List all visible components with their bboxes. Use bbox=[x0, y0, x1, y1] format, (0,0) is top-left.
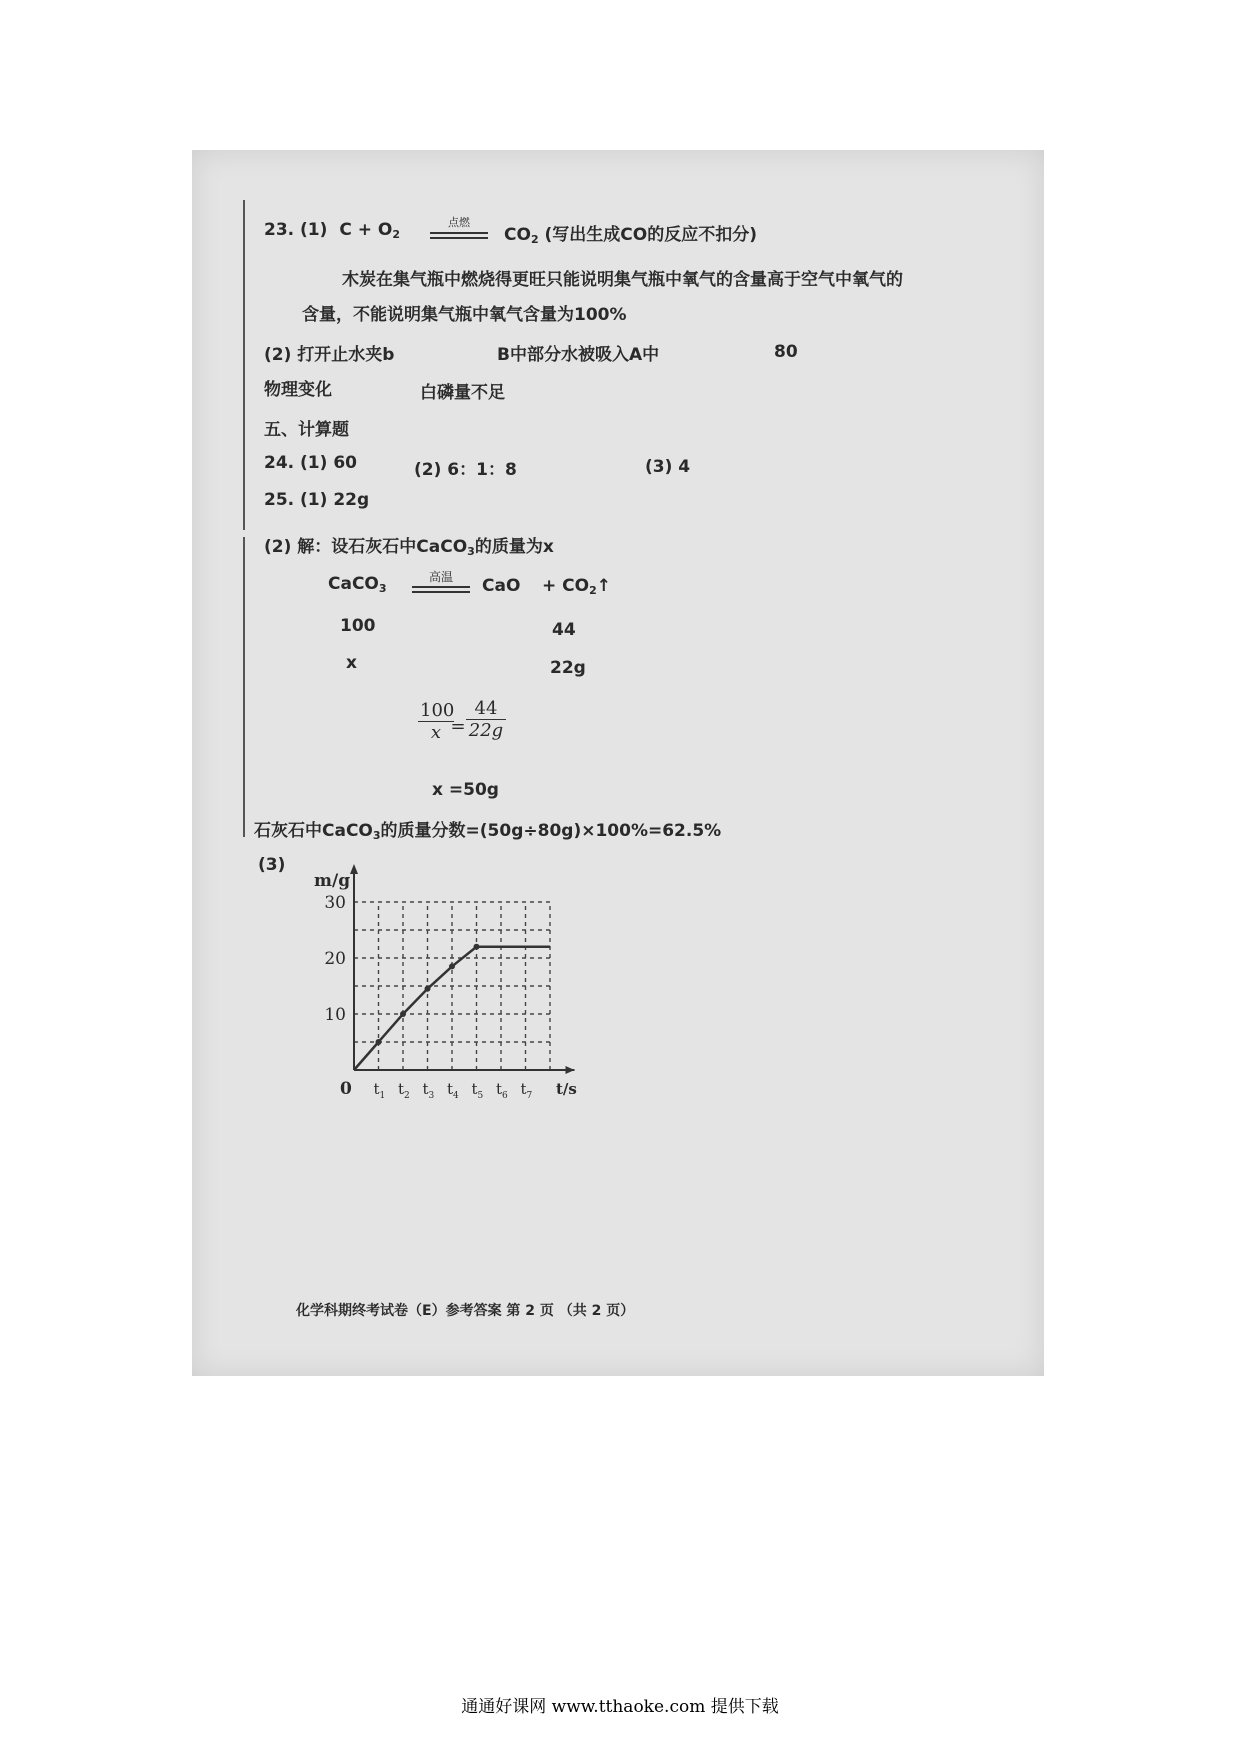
q25-eq-mid: CaO bbox=[482, 576, 521, 596]
x-tick-label: t bbox=[398, 1080, 405, 1098]
x-tick-label-sub: 5 bbox=[477, 1091, 484, 1101]
fraction-left bbox=[418, 700, 454, 743]
q25-b-sub: 3 bbox=[467, 545, 475, 558]
q25-p3: (3) bbox=[258, 855, 286, 875]
fraction-right bbox=[466, 698, 506, 741]
data-point bbox=[449, 963, 455, 969]
x-tick-label: t bbox=[471, 1080, 478, 1098]
q23-condition: 点燃 bbox=[448, 216, 470, 229]
scanned-page bbox=[192, 150, 1044, 1376]
q24-a: 24. (1) 60 bbox=[264, 453, 357, 473]
section-title: 五、计算题 bbox=[264, 420, 349, 440]
q23-p1-right bbox=[504, 220, 757, 246]
q23-p2-b: B中部分水被吸入A中 bbox=[497, 345, 660, 365]
mass-time-chart bbox=[302, 850, 602, 1110]
q25-eq-left bbox=[328, 574, 387, 595]
x-tick-label: t bbox=[447, 1080, 454, 1098]
q25-b-text: (2) 解：设石灰石中CaCO bbox=[264, 537, 468, 557]
q25-v1: x bbox=[346, 653, 357, 673]
x-tick-label-origin: 0 bbox=[340, 1079, 352, 1099]
frac-den2: 22g bbox=[468, 720, 504, 741]
q25-pct-tail: 的质量分数=(50g÷80g)×100%=62.5% bbox=[380, 821, 722, 841]
q25-eq-left-sub: 3 bbox=[378, 582, 387, 595]
q23-p1-eq-left: C + O bbox=[339, 220, 393, 240]
q25-pct bbox=[254, 816, 721, 842]
q23-eq-sign bbox=[430, 232, 488, 239]
frac-num2: 44 bbox=[466, 698, 506, 720]
frac-num1: 100 bbox=[420, 700, 455, 721]
data-point bbox=[425, 986, 431, 992]
x-tick-label-sub: 7 bbox=[526, 1091, 533, 1101]
q23-p2-e: 白磷量不足 bbox=[420, 383, 505, 403]
y-tick-label: 10 bbox=[324, 1005, 346, 1025]
x-axis-label: t/s bbox=[556, 1080, 577, 1098]
margin-bar bbox=[243, 200, 245, 530]
q23-p1-note: (写出生成CO的反应不扣分) bbox=[544, 225, 757, 245]
q23-p1-eq-right-sub: 2 bbox=[530, 233, 539, 246]
x-tick-label: t bbox=[520, 1080, 527, 1098]
x-tick-label: t bbox=[422, 1080, 429, 1098]
y-tick-label: 30 bbox=[324, 893, 346, 913]
x-tick-label-sub: 2 bbox=[404, 1091, 410, 1101]
y-axis-label: m/g bbox=[314, 871, 351, 891]
q23-p1-eq-left-sub: 2 bbox=[392, 228, 400, 241]
q25-eq-right-sub: 2 bbox=[589, 584, 597, 597]
q25-result: x =50g bbox=[432, 780, 499, 800]
data-point bbox=[474, 944, 480, 950]
site-footer: 通通好课网 www.tthaoke.com 提供下载 bbox=[461, 1697, 779, 1717]
x-tick-label: t bbox=[373, 1080, 380, 1098]
x-tick-label-sub: 1 bbox=[379, 1091, 386, 1101]
q25-eq-left-text: CaCO bbox=[328, 574, 379, 594]
q24-c: (3) 4 bbox=[645, 457, 691, 477]
q25-m1: 100 bbox=[340, 616, 376, 636]
q23-p2-d: 物理变化 bbox=[264, 380, 332, 400]
frac-den1: x bbox=[430, 722, 442, 743]
q25-eq-sign bbox=[412, 586, 470, 593]
q25-a: 25. (1) 22g bbox=[264, 490, 370, 510]
q23-p1-eq-right: CO bbox=[504, 225, 531, 245]
margin-bar bbox=[243, 537, 245, 837]
x-tick-label-sub: 4 bbox=[453, 1091, 459, 1101]
q25-m2: 44 bbox=[552, 620, 576, 640]
q25-pct-sub: 3 bbox=[372, 829, 381, 842]
q25-b-tail: 的质量为x bbox=[474, 537, 554, 557]
x-tick-label-sub: 6 bbox=[502, 1091, 508, 1101]
data-point bbox=[400, 1011, 406, 1017]
q25-eq-arrow: ↑ bbox=[596, 576, 611, 596]
q23-p1-num: 23. (1) bbox=[264, 220, 328, 240]
q25-eq-right-text: + CO bbox=[542, 576, 590, 596]
q25-condition: 高温 bbox=[428, 570, 453, 584]
q23-p2-c: 80 bbox=[774, 342, 798, 362]
x-tick-label-sub: 3 bbox=[428, 1091, 435, 1101]
data-point bbox=[376, 1039, 382, 1045]
chart-grid bbox=[354, 902, 550, 1070]
q24-b: (2) 6：1：8 bbox=[414, 460, 517, 480]
q25-b bbox=[264, 532, 554, 558]
frac-eq: = bbox=[450, 716, 466, 737]
y-tick-label: 20 bbox=[324, 949, 346, 969]
q25-eq-right bbox=[542, 576, 611, 597]
q23-p2: (2) 打开止水夹b bbox=[264, 345, 395, 365]
x-axis-arrow bbox=[566, 1066, 575, 1074]
q23-p1 bbox=[264, 220, 400, 241]
q25-pct-pre: 石灰石中CaCO bbox=[254, 821, 373, 841]
scan-footer: 化学科期终考试卷（E）参考答案 第 2 页 （共 2 页） bbox=[296, 1303, 635, 1319]
x-tick-label: t bbox=[496, 1080, 503, 1098]
q23-p1-line2: 木炭在集气瓶中燃烧得更旺只能说明集气瓶中氧气的含量高于空气中氧气的 bbox=[342, 270, 903, 290]
y-axis-arrow bbox=[350, 864, 358, 874]
q23-p1-line3: 含量，不能说明集气瓶中氧气含量为100% bbox=[302, 305, 627, 325]
q25-v2: 22g bbox=[550, 658, 586, 678]
